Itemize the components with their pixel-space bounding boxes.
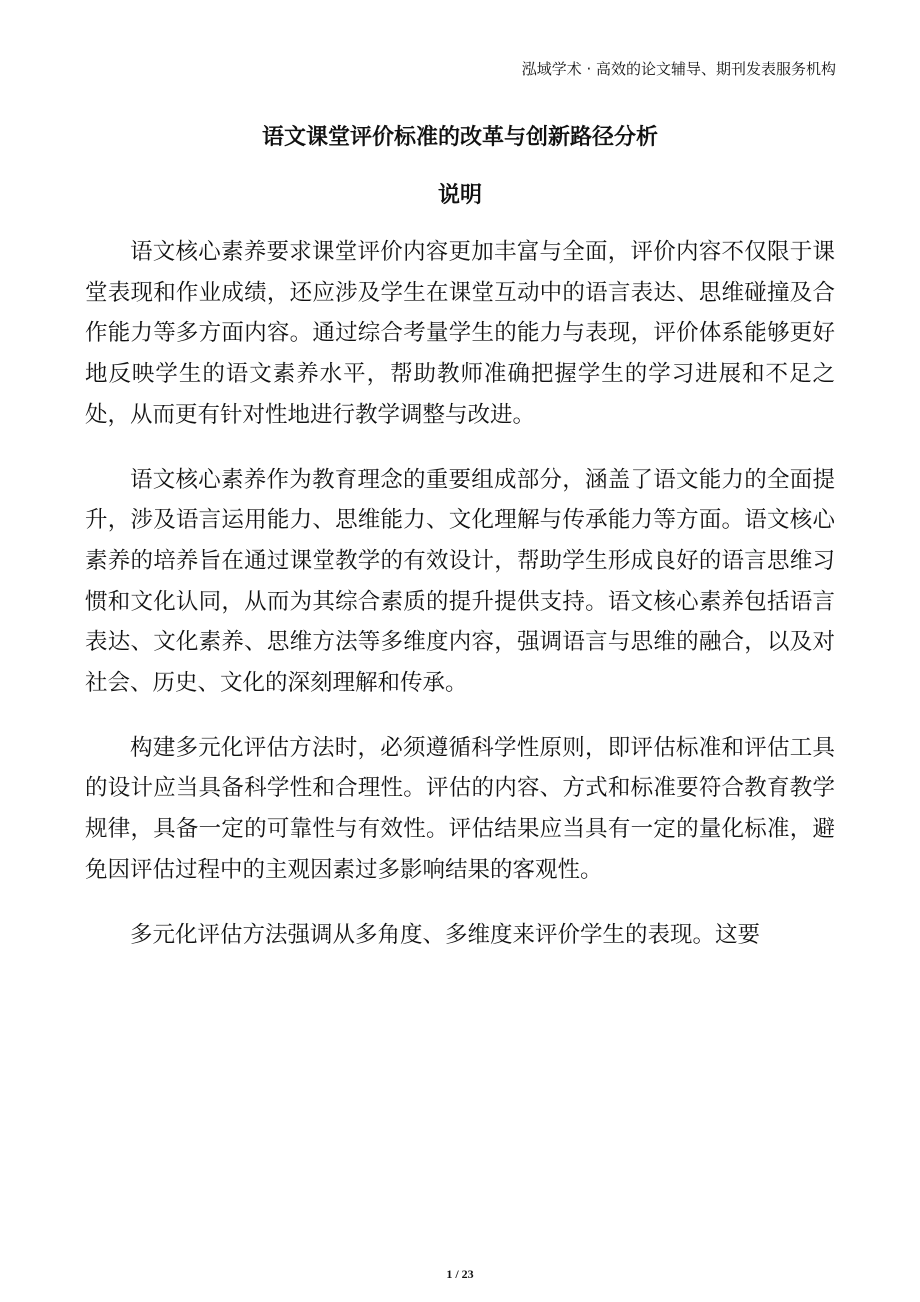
paragraph-4: 多元化评估方法强调从多角度、多维度来评价学生的表现。这要 xyxy=(130,921,761,948)
paragraph-1: 语文核心素养要求课堂评价内容更加丰富与全面，评价内容不仅限于课堂表现和作业成绩，还应涉及学生在课堂互动中的语言表达、思维碰撞及合作能力等多方面内容。通过综合考量学生的能力与表现，评价体系能够更好地反映学生的语文素养水平，帮助教师准确把握学生的学习进展和不足之处，从而更有针对性地进行教学调整与改进。 xyxy=(85,239,835,428)
paragraph-2: 语文核心素养作为教育理念的重要组成部分，涵盖了语文能力的全面提升，涉及语言运用能力、思维能力、文化理解与传承能力等方面。语文核心素养的培养旨在通过课堂教学的有效设计，帮助学生形成良好的语言思维习惯和文化认同，从而为其综合素质的提升提供支持。语文核心素养包括语言表达、文化素养、思维方法等多维度内容，强调语言与思维的融合，以及对社会、历史、文化的深刻理解和传承。 xyxy=(85,466,835,697)
paragraph-3: 构建多元化评估方法时，必须遵循科学性原则，即评估标准和评估工具的设计应当具备科学性和合理性。评估的内容、方式和标准要符合教育教学规律，具备一定的可靠性与有效性。评估结果应当具有一定的量化标准，避免因评估过程中的主观因素过多影响结果的客观性。 xyxy=(85,734,835,883)
page-number: 1 / 23 xyxy=(446,1267,474,1281)
document-title: 语文课堂评价标准的改革与创新路径分析 xyxy=(261,125,658,150)
header-organization: 泓域学术 · 高效的论文辅导、期刊发表服务机构 xyxy=(521,60,836,78)
document-subtitle: 说明 xyxy=(437,183,482,208)
document-body xyxy=(85,232,835,979)
